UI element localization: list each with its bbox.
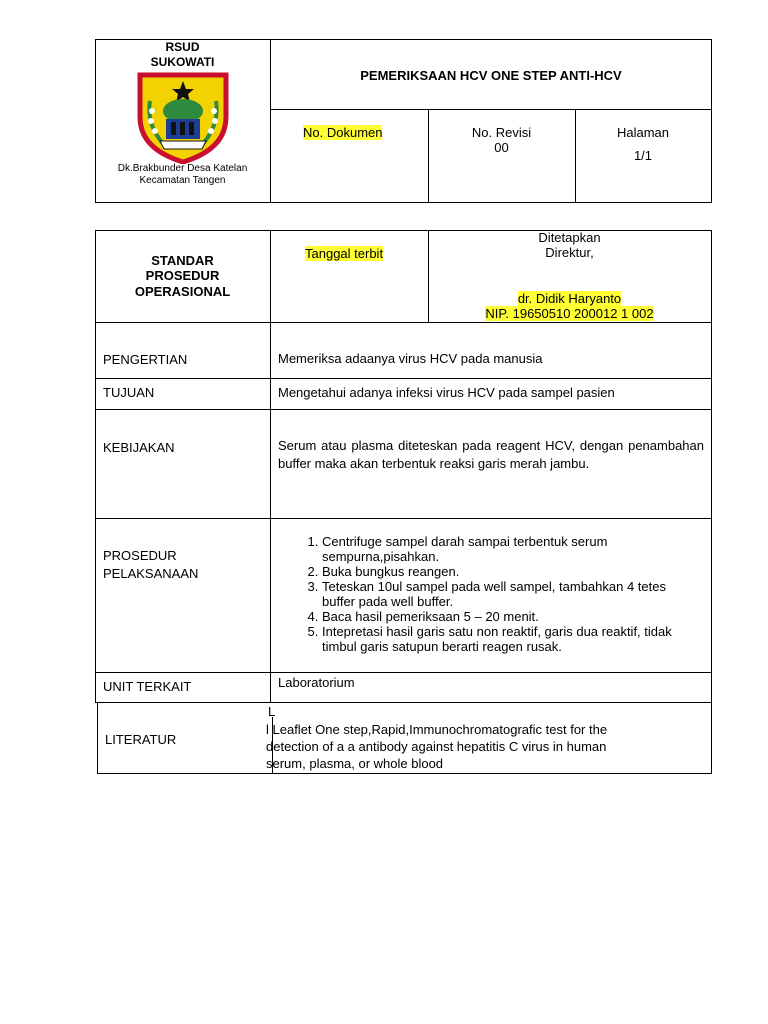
sop-title-line2: PROSEDUR: [145, 268, 220, 283]
literatur-line2: detection of a a antibody against hepatitis C virus in human: [266, 739, 607, 754]
ditetapkan-label: Ditetapkan: [538, 230, 601, 245]
prosedur-label-line2: PELAKSANAAN: [103, 566, 199, 581]
hospital-address-line1: Dk.Brakbunder Desa Katelan: [117, 163, 248, 174]
prosedur-steps: [274, 534, 684, 654]
literatur-label: LITERATUR: [105, 732, 177, 747]
director-nip-text: NIP. 19650510 200012 1 002: [485, 306, 654, 321]
hospital-name-line2: SUKOWATI: [150, 55, 215, 69]
sop-title-line1: STANDAR: [151, 253, 214, 268]
director-name-text: dr. Didik Haryanto: [517, 291, 622, 306]
list-item: 1. Centrifuge sampel darah sampai terbentuk serum sempurna,pisahkan.: [322, 534, 684, 564]
pengertian-label: PENGERTIAN: [103, 352, 188, 367]
no-revisi-label: No. Revisi: [471, 125, 532, 140]
list-item: 4. Baca hasil pemeriksaan 5 – 20 menit.: [322, 609, 684, 624]
director-name: [428, 291, 711, 306]
direktur-label: Direktur,: [545, 245, 594, 260]
tujuan-text: Mengetahui adanya infeksi virus HCV pada sampel pasien: [278, 385, 615, 400]
tanggal-terbit-label: [305, 246, 383, 261]
no-dokumen-label: [303, 125, 382, 140]
no-revisi-value: 00: [494, 140, 509, 155]
no-dokumen-text: No. Dokumen: [303, 125, 383, 140]
list-item: 2. Buka bungkus reangen.: [322, 564, 684, 579]
hospital-name-line1: RSUD: [165, 40, 200, 54]
director-nip: [428, 306, 711, 321]
tujuan-label: TUJUAN: [103, 385, 155, 400]
document-title: PEMERIKSAAN HCV ONE STEP ANTI-HCV: [360, 68, 622, 83]
unit-terkait-text: Laboratorium: [278, 675, 355, 690]
pengertian-text: Memeriksa adaanya virus HCV pada manusia: [278, 351, 543, 366]
literatur-stray-mark: L: [268, 704, 276, 719]
kebijakan-label: KEBIJAKAN: [103, 440, 175, 455]
halaman-label: Halaman: [616, 125, 670, 140]
list-item: 3. Teteskan 10ul sampel pada well sampel, tambahkan 4 tetes buffer pada well buffer.: [322, 579, 684, 609]
hospital-address-line2: Kecamatan Tangen: [139, 175, 226, 186]
unit-terkait-label: UNIT TERKAIT: [103, 679, 192, 694]
hospital-logo: [136, 71, 230, 164]
tanggal-terbit-text: Tanggal terbit: [305, 246, 384, 261]
prosedur-label-line1: PROSEDUR: [103, 548, 177, 563]
halaman-value: 1/1: [633, 148, 653, 163]
list-item: 5. Intepretasi hasil garis satu non reaktif, garis dua reaktif, tidak timbul garis satupun berarti reagen rusak.: [322, 624, 684, 654]
kebijakan-text: Serum atau plasma diteteskan pada reagent HCV, dengan penambahan buffer maka akan terbentuk reaksi garis merah jambu.: [278, 438, 704, 471]
literatur-line3: serum, plasma, or whole blood: [266, 756, 444, 771]
sop-title-line3: OPERASIONAL: [134, 284, 231, 299]
literatur-line1: l Leaflet One step,Rapid,Immunochromatografic test for the: [266, 722, 608, 737]
